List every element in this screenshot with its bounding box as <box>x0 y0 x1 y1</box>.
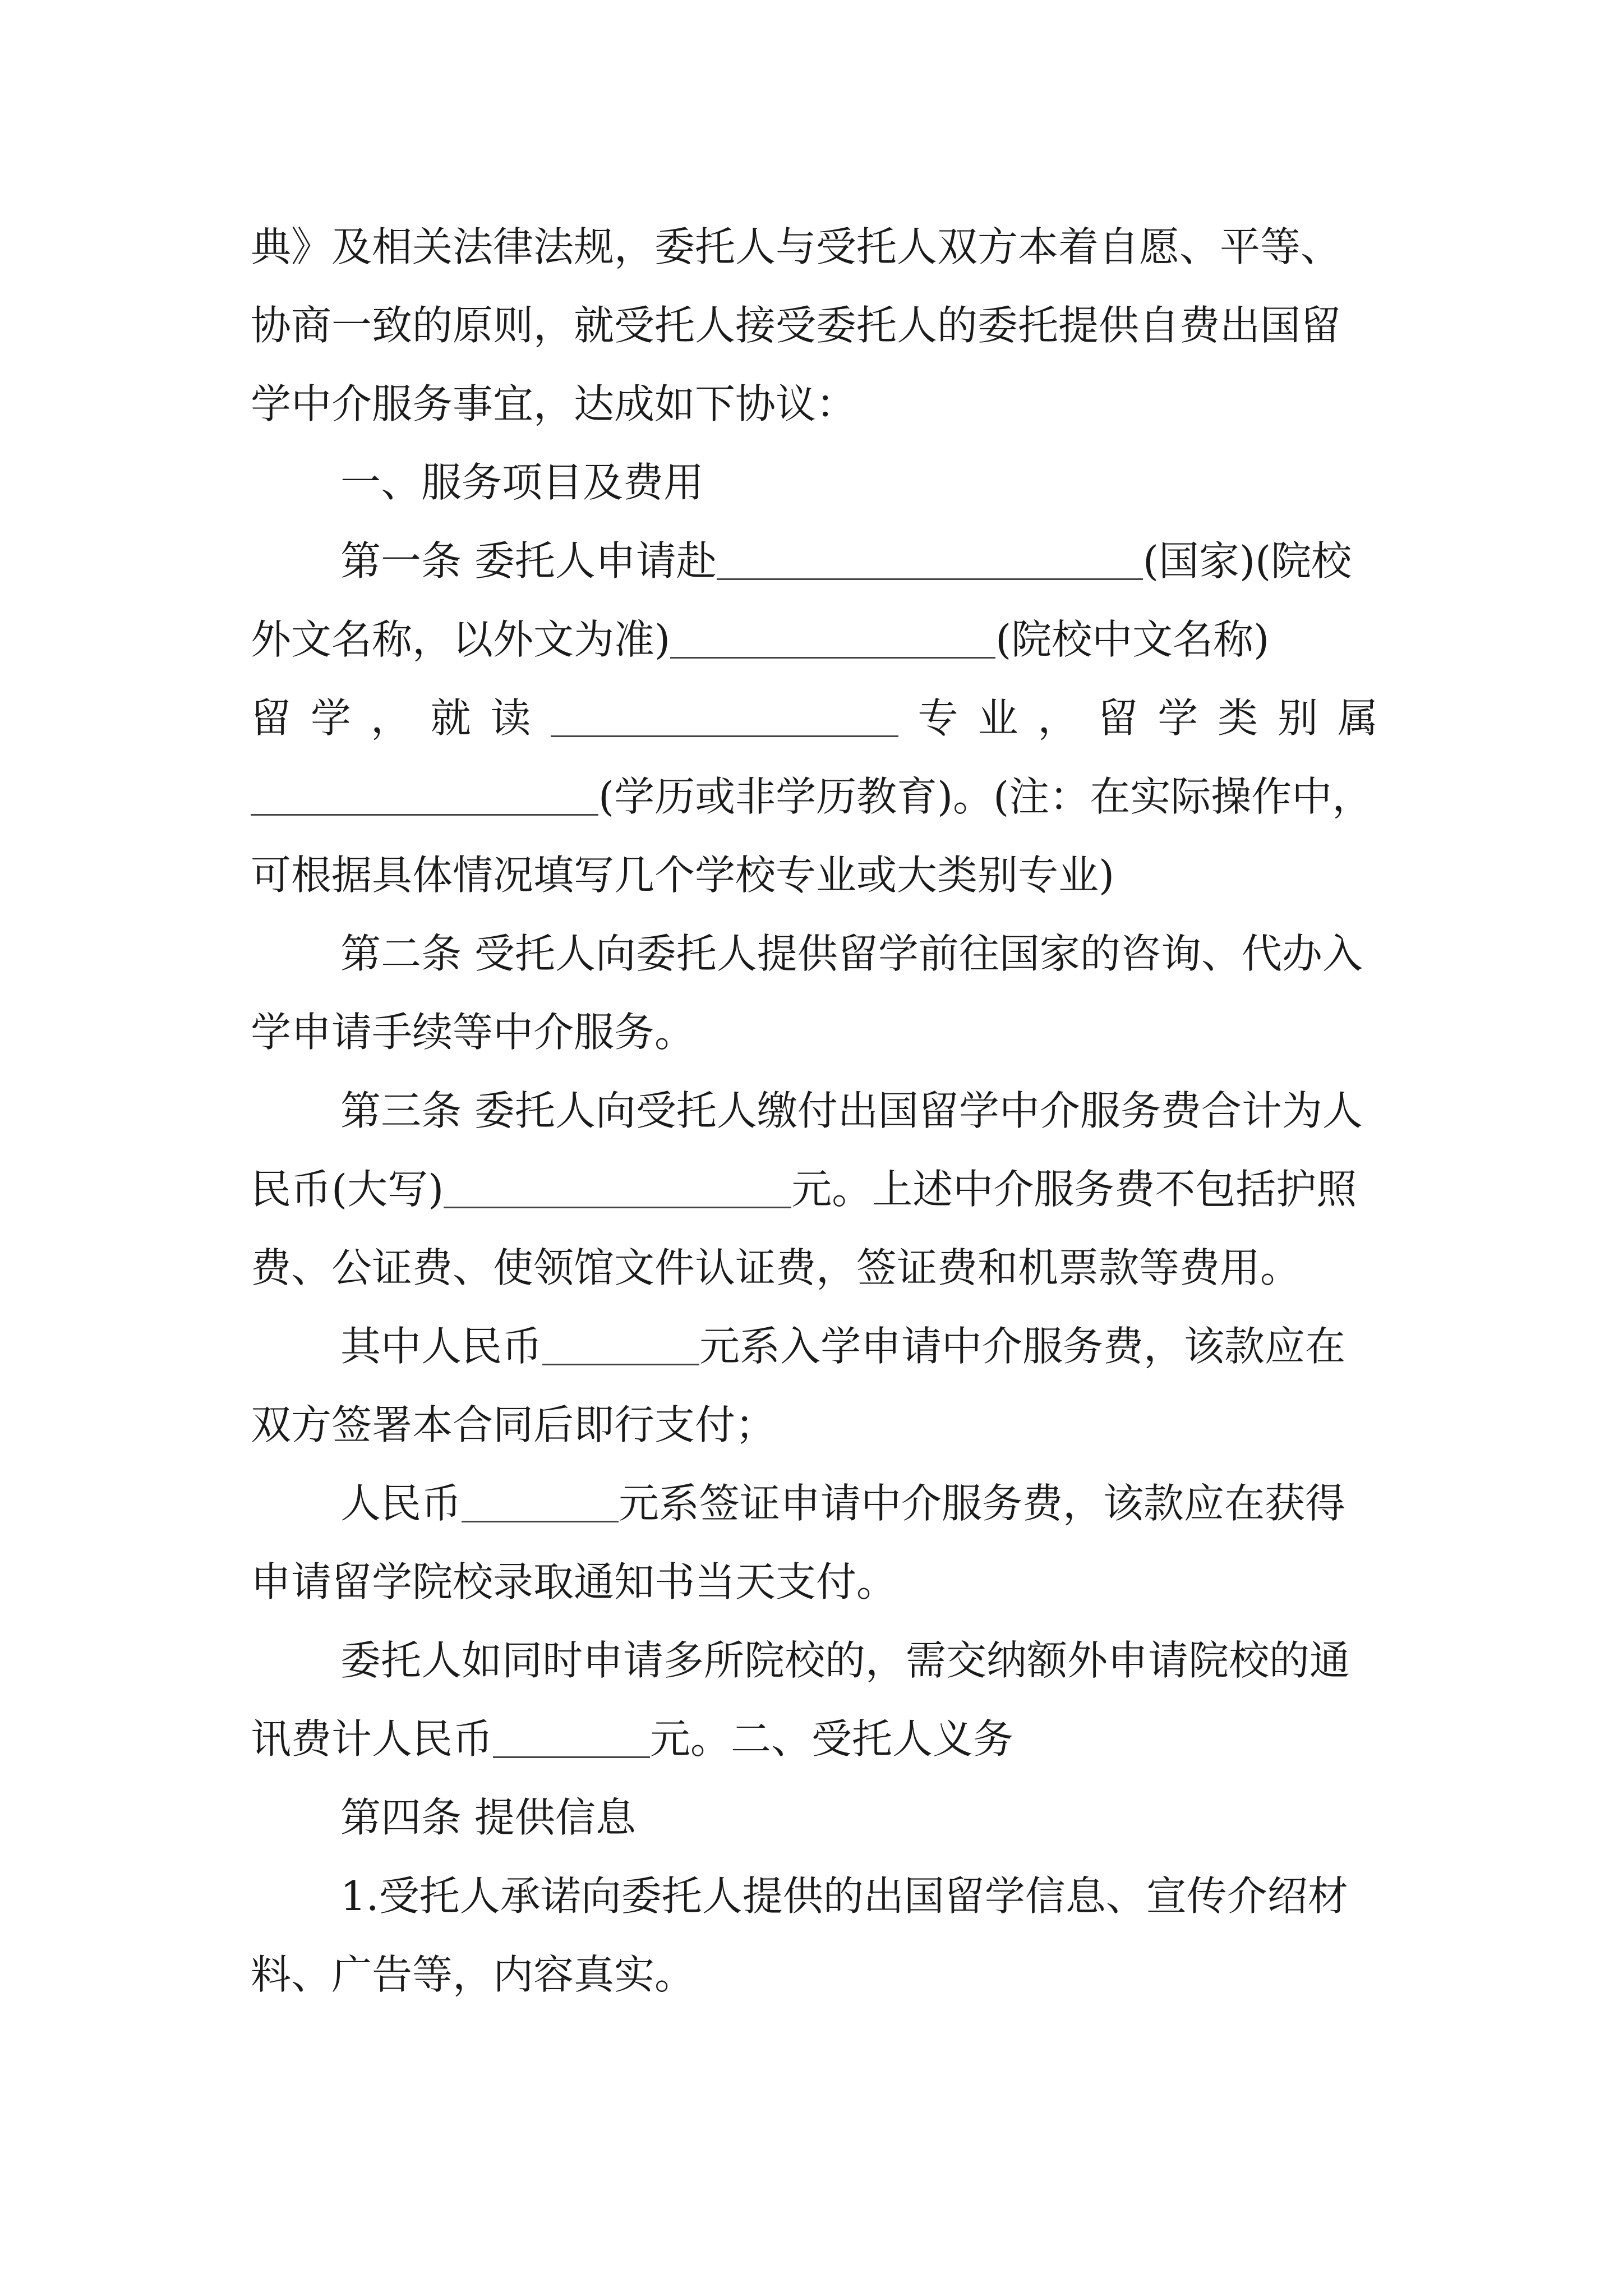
fee-application-text-b: 元系入学申请中介服务费，该款应在双方签署本合同后即行支付； <box>251 1323 1346 1448</box>
fee-application <box>251 1307 1378 1464</box>
paragraph-preamble: 典》及相关法律法规，委托人与受托人双方本着自愿、平等、协商一致的原则，就受托人接受委托人的委托提供自费出国留学中介服务事宜，达成如下协议： <box>251 223 1341 427</box>
article-4-heading: 第四条 提供信息 <box>340 1794 636 1841</box>
article-3 <box>251 1071 1378 1307</box>
article-4-item-1: 1.受托人承诺向委托人提供的出国留学信息、宣传介绍材料、广告等，内容真实。 <box>251 1872 1348 1998</box>
fee-communication-text-b: 元。二、受托人义务 <box>650 1715 1014 1763</box>
fee-communication-text-a: 委托人如同时申请多所院校的，需交纳额外申请院校的通讯费计人民币 <box>251 1637 1350 1763</box>
article-1-text-a: 第一条 委托人申请赴 <box>340 537 717 585</box>
section-heading-services-fees: 一、服务项目及费用 <box>340 459 704 506</box>
article-3-text-b: 元。上述中介服务费不包括护照费、公证费、使领馆文件认证费，签证费和机票款等费用。 <box>251 1166 1357 1291</box>
fee-visa-text-a: 人民币 <box>340 1480 462 1527</box>
major-blank[interactable] <box>551 695 898 737</box>
visa-fee-blank[interactable] <box>462 1480 619 1522</box>
fee-application-text-a: 其中人民币 <box>340 1323 543 1370</box>
article-1-text-c: (院校中文名称) <box>995 616 1270 663</box>
fee-communication <box>251 1621 1378 1778</box>
contract-body <box>251 208 1378 2014</box>
fee-visa-text-b: 元系签证申请中介服务费，该款应在获得申请留学院校录取通知书当天支付。 <box>251 1480 1346 1605</box>
article-1-study-label: 留学，就读 <box>251 694 551 742</box>
article-1-line-major <box>251 679 1378 757</box>
communication-fee-blank[interactable] <box>493 1716 650 1758</box>
article-1-text-b: (国家)(院校外文名称，以外文为准) <box>251 537 1352 663</box>
application-fee-blank[interactable] <box>542 1323 699 1365</box>
total-fee-blank[interactable] <box>444 1166 791 1208</box>
country-blank[interactable] <box>717 538 1143 580</box>
article-1-category-label: 专业，留学类别属 <box>898 694 1378 742</box>
article-3-text-a: 第三条 委托人向受托人缴付出国留学中介服务费合计为人民币(大写) <box>251 1087 1363 1213</box>
article-1-category <box>251 757 1378 914</box>
study-category-blank[interactable] <box>251 774 598 816</box>
article-2: 第二条 受托人向委托人提供留学前往国家的咨询、代办入学申请手续等中介服务。 <box>251 930 1363 1056</box>
school-name-foreign-blank[interactable] <box>670 616 995 659</box>
fee-visa <box>251 1464 1378 1621</box>
article-1 <box>251 522 1378 679</box>
article-1-text-d: (学历或非学历教育)。(注：在实际操作中，可根据具体情况填写几个学校专业或大类别专业) <box>251 773 1373 899</box>
